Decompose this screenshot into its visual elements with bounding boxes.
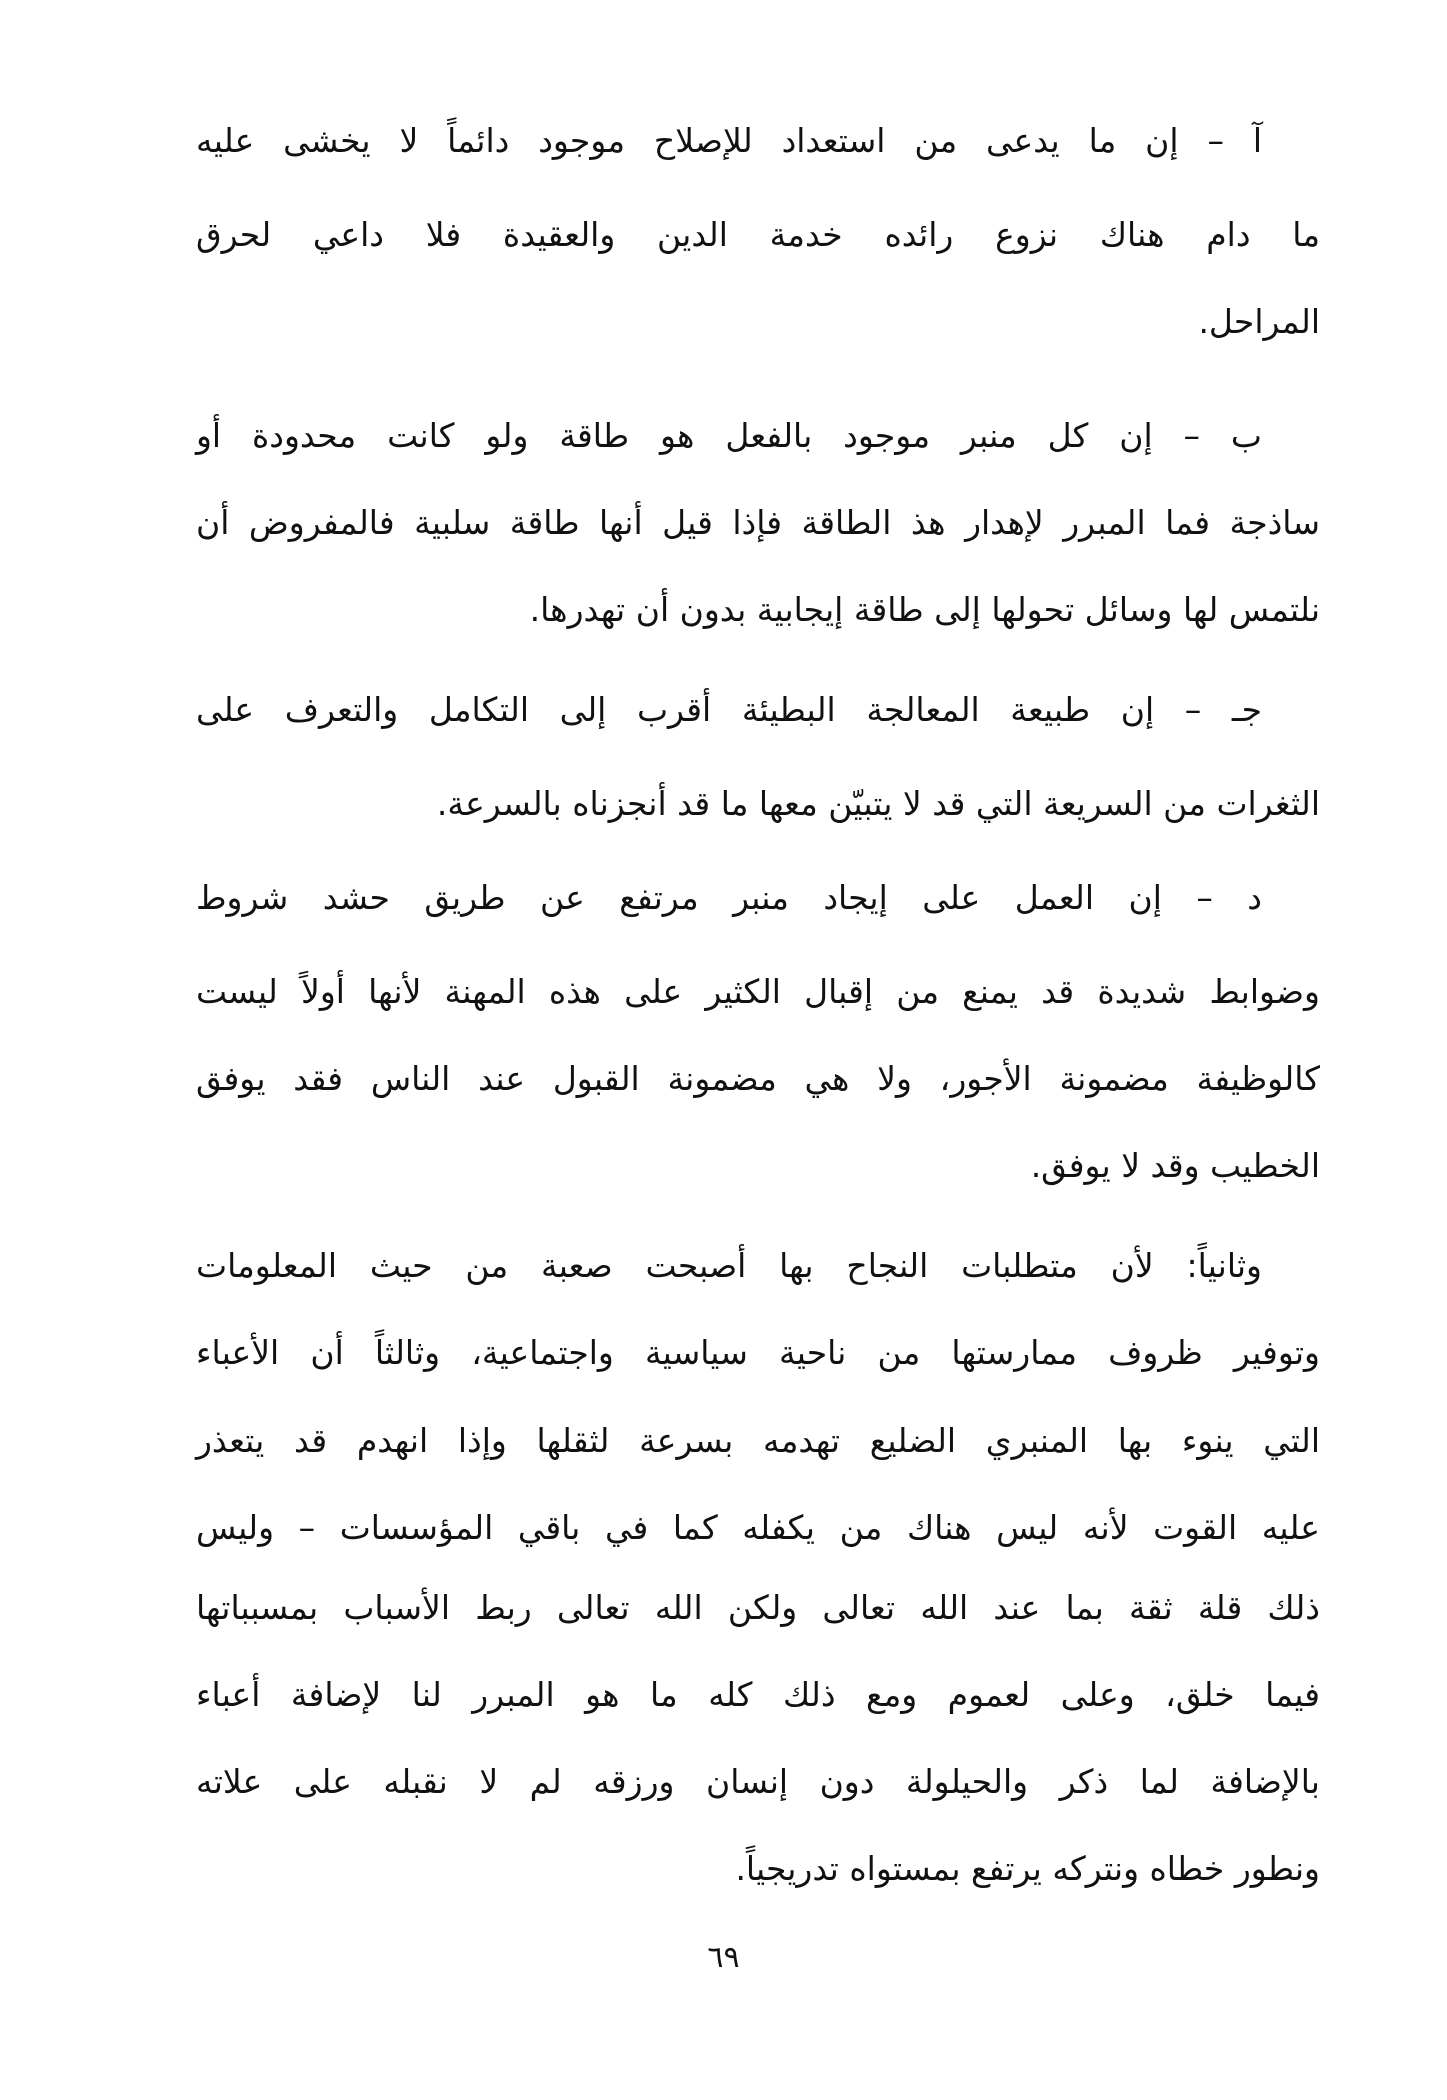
text-line: فيما خلق، وعلى لعموم ومع ذلك كله ما هو المبرر لنا لإضافة أعباء: [196, 1675, 1320, 1714]
text-line: الخطيب وقد لا يوفق.: [1030, 1146, 1320, 1185]
text-line: ونطور خطاه ونتركه يرتفع بمستواه تدريجياً.: [735, 1849, 1320, 1888]
text-line: الثغرات من السريعة التي قد لا يتبيّن معها ما قد أنجزناه بالسرعة.: [436, 784, 1320, 823]
text-line: آ – إن ما يدعى من استعداد للإصلاح موجود دائماً لا يخشى عليه: [196, 121, 1262, 160]
text-line: نلتمس لها وسائل تحولها إلى طاقة إيجابية بدون أن تهدرها.: [529, 590, 1320, 629]
text-line: وثانياً: لأن متطلبات النجاح بها أصبحت صعبة من حيث المعلومات: [196, 1246, 1262, 1285]
text-line: ب – إن كل منبر موجود بالفعل هو طاقة ولو كانت محدودة أو: [196, 416, 1262, 455]
text-line: جـ – إن طبيعة المعالجة البطيئة أقرب إلى التكامل والتعرف على: [196, 690, 1262, 729]
text-line: كالوظيفة مضمونة الأجور، ولا هي مضمونة القبول عند الناس فقد يوفق: [196, 1059, 1320, 1098]
page-number: ٦٩: [707, 1940, 740, 1975]
text-line: بالإضافة لما ذكر والحيلولة دون إنسان ورزقه لم لا نقبله على علاته: [196, 1762, 1320, 1801]
text-line: وضوابط شديدة قد يمنع من إقبال الكثير على هذه المهنة لأنها أولاً ليست: [196, 972, 1320, 1011]
text-line: ساذجة فما المبرر لإهدار هذ الطاقة فإذا قيل أنها طاقة سلبية فالمفروض أن: [196, 503, 1320, 542]
text-line: ما دام هناك نزوع رائده خدمة الدين والعقيدة فلا داعي لحرق: [196, 215, 1320, 254]
text-line: ذلك قلة ثقة بما عند الله تعالى ولكن الله تعالى ربط الأسباب بمسبباتها: [196, 1588, 1320, 1627]
text-line: د – إن العمل على إيجاد منبر مرتفع عن طريق حشد شروط: [196, 878, 1262, 917]
text-line: وتوفير ظروف ممارستها من ناحية سياسية واجتماعية، وثالثاً أن الأعباء: [196, 1333, 1320, 1372]
text-line: عليه القوت لأنه ليس هناك من يكفله كما في باقي المؤسسات – وليس: [196, 1508, 1320, 1547]
text-line: التي ينوء بها المنبري الضليع تهدمه بسرعة لثقلها وإذا انهدم قد يتعذر: [196, 1421, 1320, 1460]
text-line: المراحل.: [1198, 302, 1320, 341]
